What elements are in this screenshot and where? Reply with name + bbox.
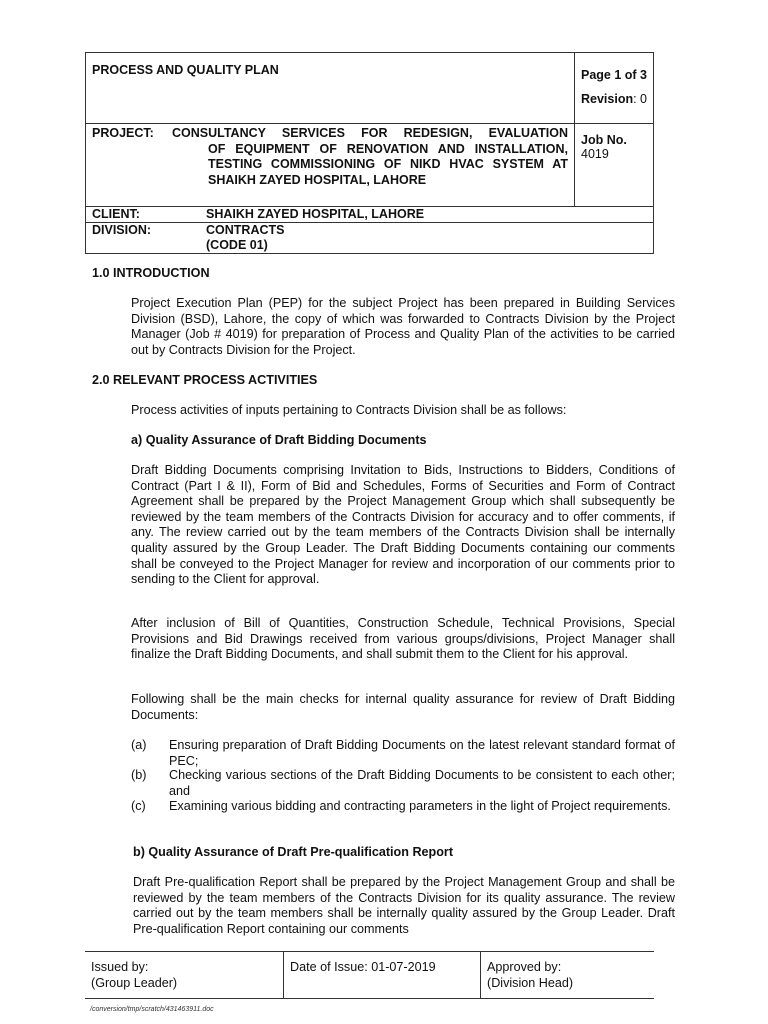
division-value: CONTRACTS: [206, 223, 285, 237]
revision: [581, 87, 647, 111]
process-intro: Process activities of inputs pertaining to Contracts Division shall be as follows:: [131, 403, 567, 417]
list-marker-b: (b): [131, 768, 147, 782]
issued-label: Issued by:: [91, 960, 149, 974]
client-value: SHAIKH ZAYED HOSPITAL, LAHORE: [206, 207, 425, 221]
subsection-a-para-1: Draft Bidding Documents comprising Invitation to Bids, Instructions to Bidders, Conditions of Contract (Part I & II), Form of Bid and Schedules, Forms of Securities and Form of Contract Agreement shall be prepared by the Project Management Group which shall subsequently be reviewed by the team members of the Contracts Division for accuracy and to offer comments, if any. The review carried out by the team members of the Contracts Division shall be internally quality assured by the Group Leader. The Draft Bidding Documents containing our comments shall be conveyed to the Project Manager for review and incorporation of our comments prior to sending to the Client for approval.: [131, 463, 675, 587]
approved-label: Approved by:: [487, 960, 562, 974]
job-cell: [575, 124, 654, 207]
issued-cell: [85, 952, 284, 999]
file-path: /conversion/tmp/scratch/431463911.doc: [90, 1006, 214, 1013]
subsection-a-para-2: After inclusion of Bill of Quantities, Construction Schedule, Technical Provisions, Special Provisions and Bid Drawings received from various groups/divisions, Project Manager shall finalize the Draft Bidding Documents, and shall submit them to the Client for his approval.: [131, 616, 675, 662]
page-number: Page 1 of 3: [581, 68, 647, 82]
revision-value: : 0: [633, 92, 648, 106]
division-code: (CODE 01): [206, 238, 268, 252]
section-1-heading: 1.0 INTRODUCTION: [92, 266, 210, 280]
subsection-a-para-3: Following shall be the main checks for internal quality assurance for review of Draft Bidding Documents:: [131, 692, 675, 722]
header-table: [85, 52, 654, 254]
issued-value: (Group Leader): [91, 975, 178, 990]
division-cell: [86, 223, 654, 254]
list-item-c: Examining various bidding and contracting parameters in the light of Project requirements.: [169, 799, 671, 813]
document-title: PROCESS AND QUALITY PLAN: [92, 63, 279, 77]
list-item-b: Checking various sections of the Draft Bidding Documents to be consistent to each other; and: [169, 768, 675, 798]
job-label: Job No.: [581, 133, 627, 147]
list-item-a: Ensuring preparation of Draft Bidding Documents on the latest relevant standard format of PEC;: [169, 738, 675, 768]
footer-table: [85, 951, 654, 999]
approved-value: (Division Head): [487, 975, 574, 990]
subsection-b-heading: b) Quality Assurance of Draft Pre-qualification Report: [133, 845, 454, 859]
date-cell: [284, 952, 481, 999]
list-marker-a: (a): [131, 738, 147, 752]
page-cell: [575, 53, 654, 124]
section-2-heading: 2.0 RELEVANT PROCESS ACTIVITIES: [92, 373, 318, 387]
date-of-issue: Date of Issue: 01-07-2019: [290, 960, 436, 974]
project-line-2: OF EQUIPMENT OF RENOVATION AND INSTALLATION, TESTING COMMISSIONING OF NIKD HVAC SYSTEM AT SHAIKH ZAYED HOSPITAL, LAHORE: [208, 141, 568, 187]
job-value: 4019: [581, 147, 609, 161]
project-row: [92, 126, 568, 142]
revision-label: Revision: [581, 92, 634, 106]
subsection-b-para: Draft Pre-qualification Report shall be prepared by the Project Management Group and shall be reviewed by the team members of the Contracts Division for its quality assurance. The review carried out by the team members shall be internally quality assured by the Group Leader. Draft Pre-qualification Report containing our comments: [133, 875, 675, 936]
approved-cell: [481, 952, 655, 999]
project-cell: [86, 124, 575, 207]
intro-paragraph: Project Execution Plan (PEP) for the subject Project has been prepared in Building Services Division (BSD), Lahore, the copy of which was forwarded to Contracts Division by the Project Manager (Job # 4019) for preparation of Process and Quality Plan of the activities to be carried out by Contracts Division for the Project.: [131, 296, 675, 357]
header-title-cell: [86, 53, 575, 124]
project-label: PROJECT:: [92, 126, 154, 140]
division-label: DIVISION:: [92, 223, 152, 237]
subsection-a-heading: a) Quality Assurance of Draft Bidding Documents: [131, 433, 427, 447]
project-line-1: CONSULTANCY SERVICES FOR REDESIGN, EVALUATION: [172, 126, 568, 140]
list-marker-c: (c): [131, 799, 146, 813]
client-cell: [86, 207, 654, 223]
client-label: CLIENT:: [92, 207, 140, 221]
